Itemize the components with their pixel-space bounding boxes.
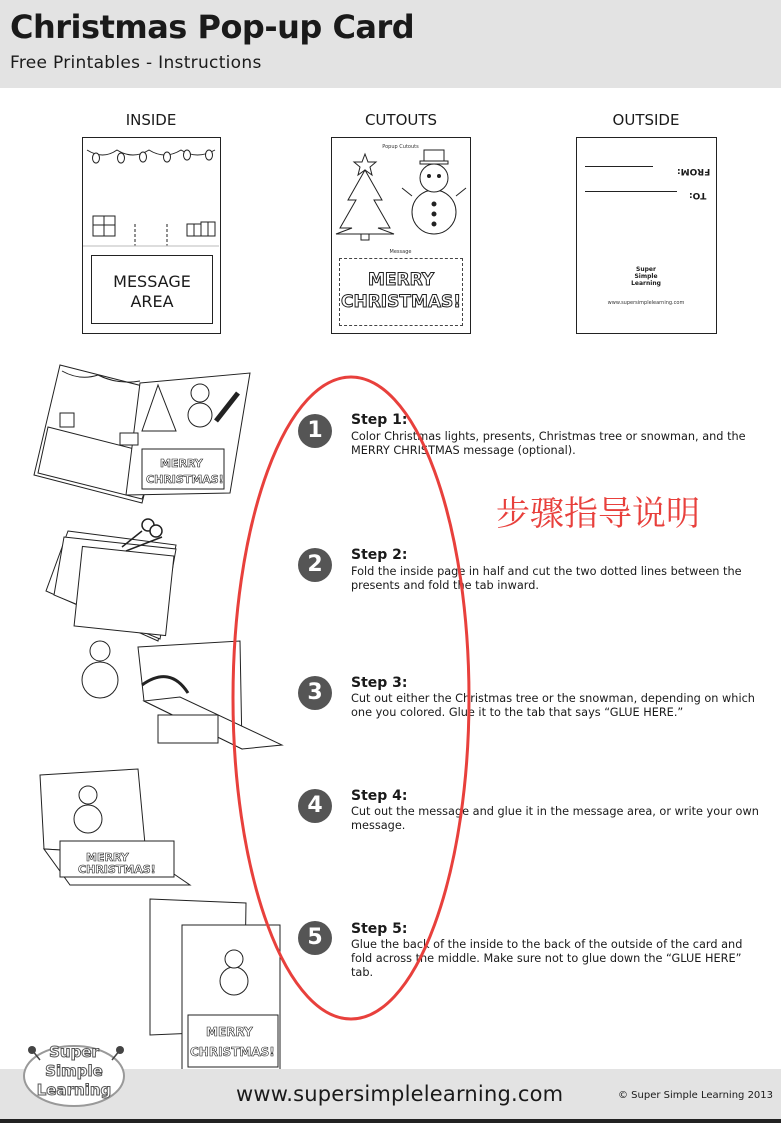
outside-logo	[623, 266, 669, 287]
outside-preview	[576, 137, 717, 334]
column-label-cutouts: CUTOUTS	[364, 111, 438, 129]
step-2-text: Fold the inside page in half and cut the two dotted lines between the presents and fold the tab inward.	[351, 565, 742, 592]
step-3-text: Cut out either the Christmas tree or the snowman, depending on which one you colored. Glue it to the tab that says “GLUE HERE.”	[351, 692, 755, 719]
step-5-number: 5	[298, 921, 332, 955]
cutouts-message-label: Message	[389, 249, 412, 255]
column-label-inside: INSIDE	[125, 111, 177, 129]
annotation-text: 步骤指导说明	[496, 494, 700, 534]
step-2-title: Step 2:	[351, 547, 408, 563]
from-label: FROM:	[677, 166, 711, 176]
step-1-text: Color Christmas lights, presents, Christmas tree or snowman, and the MERRY CHRISTMAS message (optional).	[351, 430, 746, 457]
christmas-tree-icon	[336, 154, 394, 240]
cutouts-header: Popup Cutouts	[382, 144, 419, 150]
outside-logo-line3: Learning	[631, 280, 661, 287]
bottom-rule	[0, 1119, 781, 1123]
outside-url: www.supersimplelearning.com	[607, 300, 685, 306]
from-line	[585, 166, 653, 167]
cutouts-preview	[331, 137, 471, 334]
merry-christmas-cutout	[339, 258, 463, 326]
footer-logo	[16, 1038, 128, 1108]
illus-christmas: CHRISTMAS!	[146, 473, 224, 486]
step-4-number: 4	[298, 789, 332, 823]
illus4-christmas: CHRISTMAS!	[78, 863, 156, 876]
cutout-christmas: CHRISTMAS!	[340, 292, 462, 312]
illus4-merry: MERRY	[86, 851, 129, 864]
red-ellipse-annotation	[220, 368, 482, 1028]
message-area-line2: AREA	[130, 292, 174, 311]
outside-logo-line1: Super	[636, 266, 656, 273]
step-2-number: 2	[298, 548, 332, 582]
step-1-title: Step 1:	[351, 412, 408, 428]
step2-illustration	[46, 531, 176, 641]
step-5-title: Step 5:	[351, 921, 408, 937]
step-4-text: Cut out the message and glue it in the message area, or write your own message.	[351, 805, 759, 832]
step-3-title: Step 3:	[351, 675, 408, 691]
step-1-number: 1	[298, 414, 332, 448]
step-5-text: Glue the back of the inside to the back of the outside of the card and fold across the middle. Make sure not to glue down the “GLUE HERE” tab.	[351, 938, 743, 979]
footer-logo-line3: Learning	[36, 1081, 112, 1099]
step-3-number: 3	[298, 676, 332, 710]
page-subtitle: Free Printables - Instructions	[10, 53, 262, 73]
footer-url[interactable]: www.supersimplelearning.com	[236, 1082, 564, 1106]
snowman-icon	[402, 150, 466, 234]
footer-logo-line2: Simple	[45, 1062, 103, 1080]
message-area-line1: MESSAGE	[113, 272, 191, 291]
present-icon	[187, 222, 215, 236]
footer-copyright: © Super Simple Learning 2013	[618, 1090, 774, 1101]
illus5-christmas: CHRISTMAS!	[190, 1045, 275, 1059]
message-area-box	[91, 255, 213, 324]
to-label: TO:	[689, 190, 707, 200]
cutout-merry: MERRY	[367, 270, 435, 290]
page-title: Christmas Pop-up Card	[10, 8, 415, 46]
footer-logo-line1: Super	[49, 1043, 99, 1061]
inside-preview	[82, 137, 221, 334]
step-4-title: Step 4:	[351, 788, 408, 804]
illus-merry: MERRY	[160, 457, 203, 470]
illus5-merry: MERRY	[206, 1025, 253, 1039]
to-line	[585, 191, 677, 192]
outside-logo-line2: Simple	[634, 273, 658, 280]
column-label-outside: OUTSIDE	[612, 111, 680, 129]
present-icon	[93, 216, 115, 236]
